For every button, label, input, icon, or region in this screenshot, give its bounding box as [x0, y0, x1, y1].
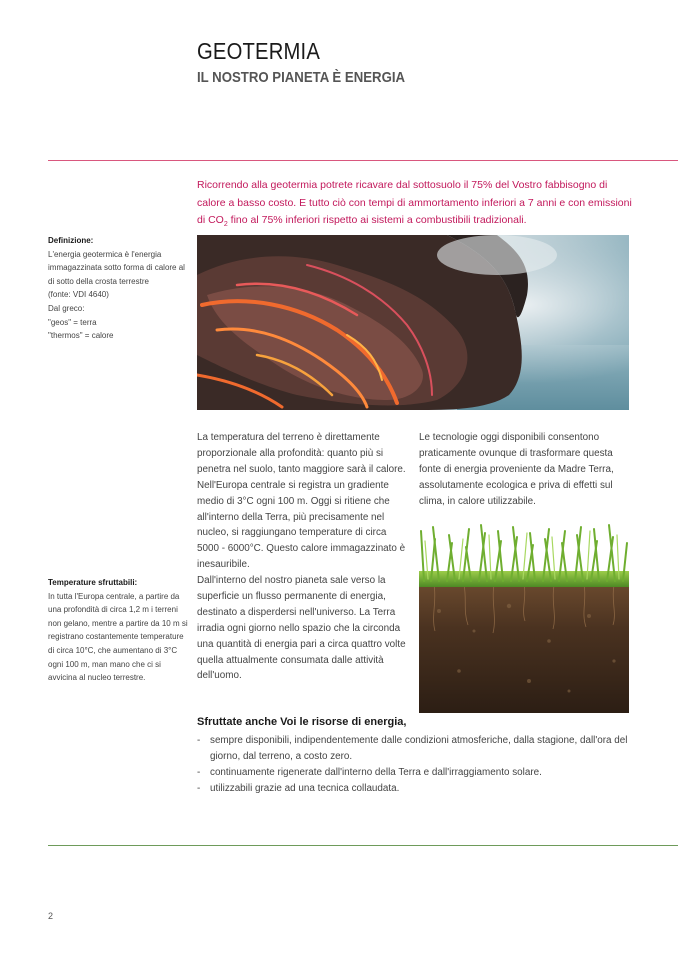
- definition-line: (fonte: VDI 4640): [48, 290, 109, 300]
- definition-line: "thermos" = calore: [48, 331, 114, 341]
- benefits-list: [197, 733, 637, 797]
- bullet-dash: -: [197, 735, 201, 746]
- list-item: [197, 765, 637, 781]
- page-number: 2: [48, 911, 54, 921]
- bullet-dash: -: [197, 766, 201, 778]
- intro-paragraph: [197, 177, 637, 234]
- list-item-text: utilizzabili grazie ad una tecnica collaudata.: [210, 782, 400, 794]
- temperatures-text: In tutta l'Europa centrale, a partire da una profondità di circa 1,2 m i terreni non gelano, mentre a partire da 10 m si registrano costantemente temperature di circa 10°C, che aumentano di 3°C ogni 100 m, man mano che ci si avvicina al nucleo terrestre.: [48, 591, 188, 683]
- lava-photo: [197, 235, 629, 410]
- divider-top: [48, 160, 678, 161]
- definition-title: Definizione:: [48, 236, 94, 245]
- page-subtitle: IL NOSTRO PIANETA È ENERGIA: [197, 69, 406, 86]
- closing-heading: Sfruttate anche Voi le risorse di energia,: [197, 716, 407, 728]
- body-paragraph-temperature: La temperatura del terreno è direttamente proporzionale alla profondità: quanto più si penetra nel suolo, tanto maggiore sarà il calore. Nell'Europa centrale si registra un gradiente medio di 3°C ogni 100 m. Oggi si ritiene che all'interno della Terra, più precisamente nel nucleo, si raggiungano temperature di circa 5000 - 6000°C. Questo calore immagazzinato è inesauribile.: [197, 432, 406, 571]
- intro-text-part2: fino al 75% inferiori rispetto ai sistemi a combustibili tradizionali.: [227, 214, 527, 226]
- temperatures-title: Temperature sfruttabili:: [48, 578, 138, 587]
- list-item-text: sempre disponibili, indipendentemente dalle condizioni atmosferiche, dalla stagione, dall'ora del giorno, dal terreno, a costo zero.: [210, 735, 628, 762]
- body-paragraph-technology: Le tecnologie oggi disponibili consentono praticamente ovunque di trasformare questa fonte di energia proveniente da Madre Terra, assolutamente ecologica e priva di effetti sul clima, in calore utilizzabile.: [419, 432, 614, 507]
- page-title: GEOTERMIA: [197, 38, 321, 64]
- definition-line: "geos" = terra: [48, 317, 97, 327]
- definition-line: L'energia geotermica è l'energia immagazzinata sotto forma di calore al di sotto della crosta terrestre: [48, 249, 185, 286]
- soil-grass-photo: [419, 521, 629, 713]
- divider-bottom: [48, 845, 678, 846]
- definition-line: Dal greco:: [48, 303, 85, 313]
- body-paragraph-energy-flow: Dall'interno del nostro pianeta sale verso la superficie un flusso permanente di energia, destinato a disperdersi nell'universo. La Terra irradia ogni giorno nello spazio che la circonda una quantità di energia pari a circa quattro volte quella attualmente consumata dalle attività dell'uomo.: [197, 575, 406, 682]
- sidebar-temperatures: [48, 576, 188, 685]
- intro-text-part1: Ricorrendo alla geotermia potrete ricavare dal sottosuolo il 75% del Vostro fabbisogno di calore a basso costo. E tutto ciò con tempi di ammortamento inferiori a 7 anni e con emissioni di CO: [197, 179, 632, 226]
- co2-subscript: 2: [223, 221, 228, 229]
- list-item: [197, 781, 637, 797]
- list-item: [197, 733, 637, 765]
- sidebar-definition: [48, 234, 188, 343]
- bullet-dash: -: [197, 782, 201, 794]
- list-item-text: continuamente rigenerate dall'interno della Terra e dall'irraggiamento solare.: [210, 766, 542, 778]
